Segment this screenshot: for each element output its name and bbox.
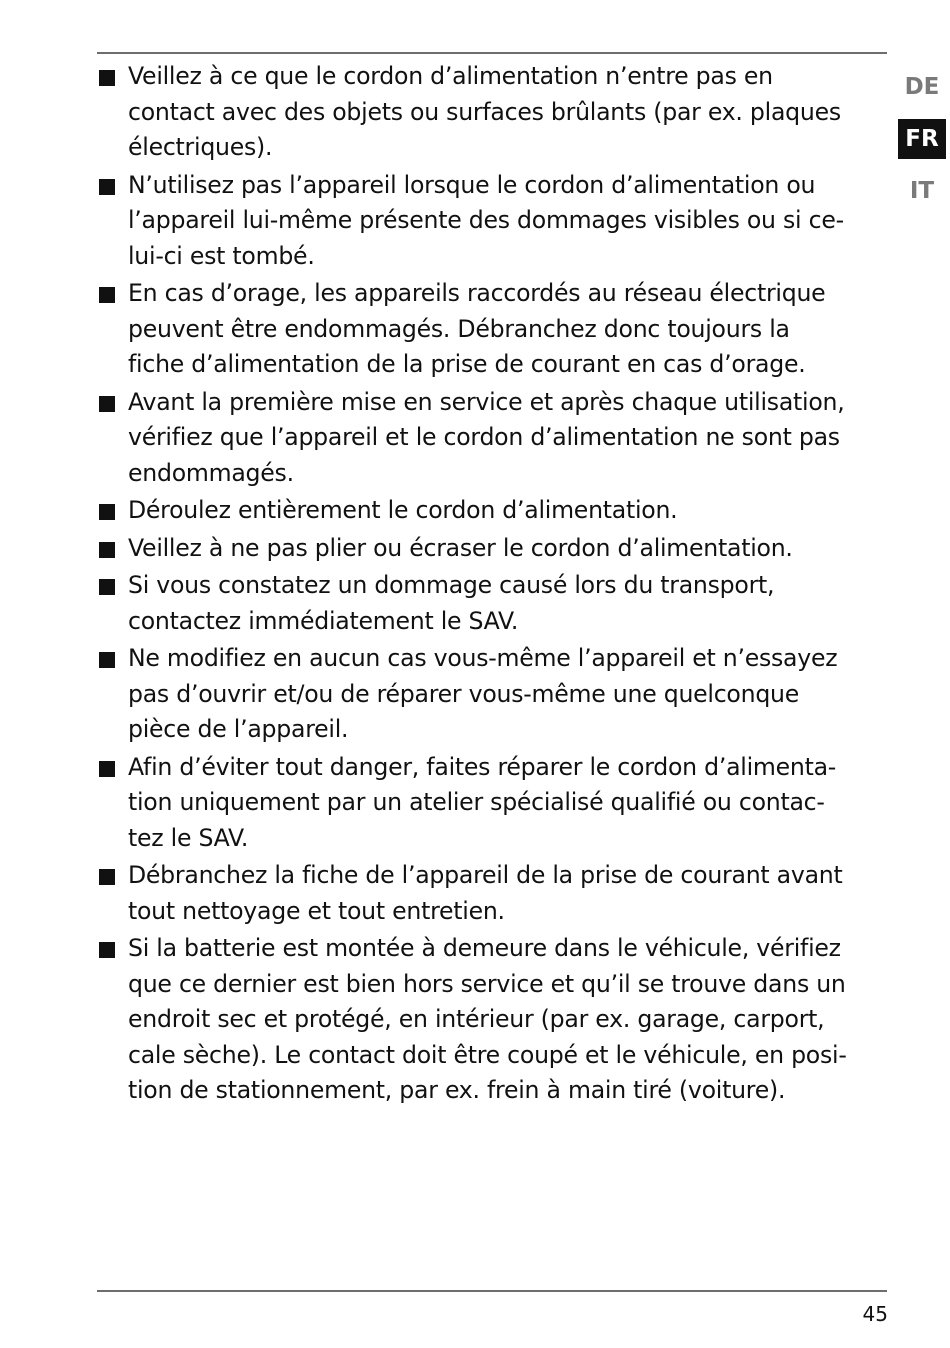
bullet-square-icon bbox=[99, 869, 115, 885]
bullet-square-icon bbox=[99, 179, 115, 195]
bullet-item bbox=[97, 168, 887, 275]
bullet-text-line: En cas d’orage, les appareils raccordés au réseau électrique bbox=[128, 279, 826, 307]
bullet-square-icon bbox=[99, 287, 115, 303]
safety-instructions-list bbox=[97, 59, 887, 1111]
bullet-text-line: Débranchez la fiche de l’appareil de la prise de courant avant bbox=[128, 861, 843, 889]
bullet-item bbox=[97, 641, 887, 748]
bullet-square-icon bbox=[99, 761, 115, 777]
bullet-text-line: Veillez à ce que le cordon d’alimentation n’entre pas en bbox=[128, 62, 773, 90]
bullet-text-line: fiche d’alimentation de la prise de courant en cas d’orage. bbox=[128, 350, 806, 378]
bullet-square-icon bbox=[99, 504, 115, 520]
bullet-item bbox=[97, 568, 887, 639]
bullet-text-line: Si vous constatez un dommage causé lors du transport, bbox=[128, 571, 775, 599]
bullet-item bbox=[97, 531, 887, 567]
top-divider bbox=[97, 52, 887, 54]
bullet-text-line: contact avec des objets ou surfaces brûlants (par ex. plaques bbox=[128, 97, 841, 126]
bullet-square-icon bbox=[99, 70, 115, 86]
bullet-text-line: que ce dernier est bien hors service et qu’il se trouve dans un bbox=[128, 969, 846, 998]
bottom-divider bbox=[97, 1290, 887, 1292]
bullet-text-line: électriques). bbox=[128, 133, 273, 161]
bullet-text-line: Veillez à ne pas plier ou écraser le cordon d’alimentation. bbox=[128, 533, 793, 562]
language-tab-it: IT bbox=[909, 178, 935, 204]
bullet-item bbox=[97, 493, 887, 529]
bullet-item bbox=[97, 750, 887, 857]
bullet-text-line: endommagés. bbox=[128, 458, 294, 487]
bullet-item bbox=[97, 276, 887, 383]
bullet-text-line: tout nettoyage et tout entretien. bbox=[128, 896, 505, 925]
language-tabs bbox=[898, 67, 950, 223]
bullet-item bbox=[97, 59, 887, 166]
bullet-item bbox=[97, 858, 887, 929]
bullet-item bbox=[97, 385, 887, 492]
bullet-text-line: Déroulez entièrement le cordon d’alimentation. bbox=[128, 496, 678, 524]
bullet-text-line: tion uniquement par un atelier spécialisé qualifié ou contac- bbox=[128, 788, 825, 816]
bullet-text-line: cale sèche). Le contact doit être coupé et le véhicule, en posi- bbox=[128, 1040, 847, 1069]
bullet-text-line: Si la batterie est montée à demeure dans le véhicule, vérifiez bbox=[128, 934, 841, 962]
bullet-text-line: tez le SAV. bbox=[128, 823, 249, 852]
bullet-square-icon bbox=[99, 579, 115, 595]
bullet-square-icon bbox=[99, 652, 115, 668]
bullet-text-line: contactez immédiatement le SAV. bbox=[128, 606, 519, 635]
bullet-text-line: N’utilisez pas l’appareil lorsque le cordon d’alimentation ou bbox=[128, 170, 816, 199]
bullet-item bbox=[97, 931, 887, 1109]
bullet-text-line: l’appareil lui-même présente des dommages visibles ou si ce- bbox=[128, 206, 844, 234]
bullet-square-icon bbox=[99, 942, 115, 958]
bullet-text-line: pièce de l’appareil. bbox=[128, 715, 349, 743]
bullet-text-line: Ne modifiez en aucun cas vous-même l’appareil et n’essayez bbox=[128, 644, 838, 672]
bullet-text-line: lui-ci est tombé. bbox=[128, 241, 315, 270]
bullet-text-line: peuvent être endommagés. Débranchez donc toujours la bbox=[128, 314, 790, 343]
bullet-text-line: pas d’ouvrir et/ou de réparer vous-même une quelconque bbox=[128, 679, 800, 708]
bullet-text-line: vérifiez que l’appareil et le cordon d’alimentation ne sont pas bbox=[128, 423, 840, 451]
language-tab-de: DE bbox=[904, 74, 940, 100]
bullet-text-line: Avant la première mise en service et après chaque utilisation, bbox=[128, 387, 845, 416]
page-number: 45 bbox=[862, 1302, 888, 1326]
bullet-text-line: endroit sec et protégé, en intérieur (par ex. garage, carport, bbox=[128, 1005, 825, 1033]
bullet-square-icon bbox=[99, 396, 115, 412]
bullet-square-icon bbox=[99, 542, 115, 558]
bullet-text-line: tion de stationnement, par ex. frein à main tiré (voiture). bbox=[128, 1076, 786, 1104]
bullet-text-line: Afin d’éviter tout danger, faites réparer le cordon d’alimenta- bbox=[128, 752, 837, 781]
language-tab-fr: FR bbox=[898, 119, 946, 159]
